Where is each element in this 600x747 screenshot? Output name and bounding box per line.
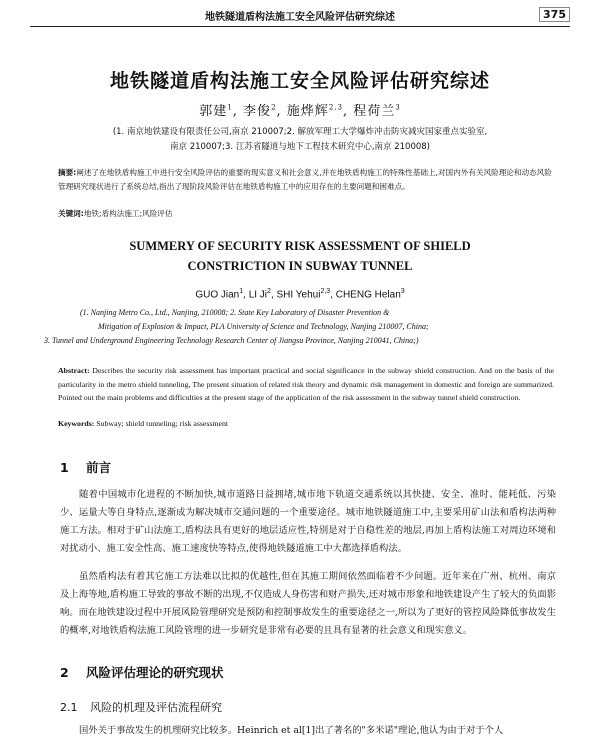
author-sup: 2: [271, 103, 277, 112]
keywords-en: [58, 419, 228, 428]
body-paragraph: 随着中国城市化进程的不断加快,城市道路日益拥堵,城市地下轨道交通系统以其快捷、安全、准时、能耗低、污染少、运量大等自身特点,逐渐成为解决城市交通问题的一个重要途径。城市地铁隧道施工中,主要采用矿山法和盾构法两种施工方法。相对于矿山法施工,盾构法具有更好的地层适应性,特别是对于自稳性差的地层,再加上盾构法施工对周边环境和对扰动小、施工安全性高、施工速度快等特点,使得地铁隧道施工中大都选择盾构法。: [60, 489, 556, 554]
author-name: 李俊: [243, 104, 272, 119]
keywords-text: Subway; shield tunneling; risk assessment: [96, 419, 229, 428]
keywords-label: Keywords:: [58, 419, 95, 428]
section-number: 1: [60, 460, 69, 475]
body-paragraph: 虽然盾构法有着其它施工方法难以比拟的优越性,但在其施工期间依然面临着不少问题。近年来在广州、杭州、南京及上海等地,盾构施工导致的事故不断的出现,不仅造成人身伤害和财产损失,还对城市形象和地铁建设产生了较大的负面影响。而在地铁建设过程中开展风险管理研究是预防和控制事故发生的重要途径之一,所以为了更好的管控风险降低事故发生的概率,对地铁盾构法施工风险管理的进一步研究是非常有必要的且具有显著的社会意义和现实意义。: [60, 571, 556, 636]
author-sup: 2,3: [328, 103, 343, 112]
affiliations-en: [40, 306, 560, 348]
section-title: 风险评估理论的研究现状: [86, 665, 224, 680]
section-title: 前言: [86, 460, 112, 475]
keywords-label: 关键词:: [58, 209, 84, 218]
affiliation-line: Mitigation of Explosion & Impact, PLA University of Science and Technology, Nanjing 210007, China;: [98, 322, 429, 331]
author-sup: 2: [267, 288, 271, 295]
author-sup: 3: [395, 103, 401, 112]
subsection-heading: [60, 699, 222, 715]
affiliation-line: 3. Tunnel and Underground Engineering Technology Research Center of Jiangsu Province, Nanjing 210041, China;): [44, 336, 419, 345]
subsection-number: 2.1: [60, 701, 78, 714]
author-name: SHI Yehui: [276, 289, 321, 301]
paper-title-en: [0, 236, 600, 276]
affiliation-line: 南京 210007;3. 江苏省隧道与地下工程技术研究中心,南京 210008): [170, 142, 430, 152]
title-line: SUMMERY OF SECURITY RISK ASSESSMENT OF SHIELD: [129, 239, 471, 253]
author-sup: 1: [227, 103, 233, 112]
author-name: 郭建: [199, 104, 228, 119]
abstract-label: Abstract:: [58, 366, 90, 375]
affiliations-cn: [0, 125, 600, 155]
abstract-text: 阐述了在地铁盾构施工中进行安全风险评估的重要的现实意义和社会意义,并在地铁盾构施工的特殊性基础上,对国内外有关风险理论和动态风险管理研究现状进行了系统总结,指出了现阶段风险评估在地铁盾构施工中的应用存在的主要问题和困难点。: [58, 168, 552, 191]
subsection-title: 风险的机理及评估流程研究: [90, 701, 222, 714]
section-heading: [60, 663, 224, 681]
abstract-cn: [58, 166, 554, 193]
author-name: 施烨辉: [286, 104, 329, 119]
authors-cn: 郭建$^1$, 李俊$^2$, 施烨辉$^{2,3}$, 程荷兰$^3$: [199, 103, 401, 119]
author-sup: 2,3: [320, 288, 331, 295]
running-header: [30, 4, 570, 27]
abstract-label: 摘要:: [58, 168, 77, 177]
keywords-cn: [58, 208, 172, 219]
author-name: 程荷兰: [353, 104, 396, 119]
section-number: 2: [60, 665, 69, 680]
keywords-text: 地铁;盾构法施工;风险评估: [83, 209, 173, 218]
running-title: 地铁隧道盾构法施工安全风险评估研究综述: [205, 12, 395, 23]
section-heading: [60, 458, 111, 476]
authors-en: GUO Jian$^1$, LI Ji$^2$, SHI Yehui$^{2,3}$, CHENG Helan$^3$: [195, 288, 405, 301]
author-sup: 3: [400, 288, 405, 295]
author-name: CHENG Helan: [335, 289, 401, 301]
body-paragraph: 国外关于事故发生的机理研究比较多。Heinrich et al[1]出了著名的"多米诺"理论,他认为由于对于个人: [79, 725, 504, 736]
paper-title-cn: 地铁隧道盾构法施工安全风险评估研究综述: [109, 70, 490, 92]
author-name: GUO Jian: [195, 289, 240, 301]
title-line: CONSTRICTION IN SUBWAY TUNNEL: [187, 259, 413, 273]
page-number: 375: [539, 7, 570, 22]
affiliation-line: (1. 南京地铁建设有限责任公司,南京 210007;2. 解放军理工大学爆炸冲击防灾减灾国家重点实验室,: [112, 127, 488, 137]
author-sup: 1: [239, 288, 244, 295]
affiliation-line: (1. Nanjing Metro Co., Ltd., Nanjing, 210008; 2. State Key Laboratory of Disaster Prevention &: [80, 308, 390, 317]
abstract-text: Describes the security risk assessment has important practical and social significance in the subway shield construction. And on the basis of the particularity in the metro shield tunneling, The present situation of related risk theory and dynamic risk management in domestic and foreign are summarized. Pointed out the main problems and difficulties at the present stage of the application of the risk assessment in the subway tunnel shield construction.: [58, 366, 555, 402]
abstract-en: [58, 364, 554, 405]
author-name: LI Ji: [248, 289, 268, 301]
